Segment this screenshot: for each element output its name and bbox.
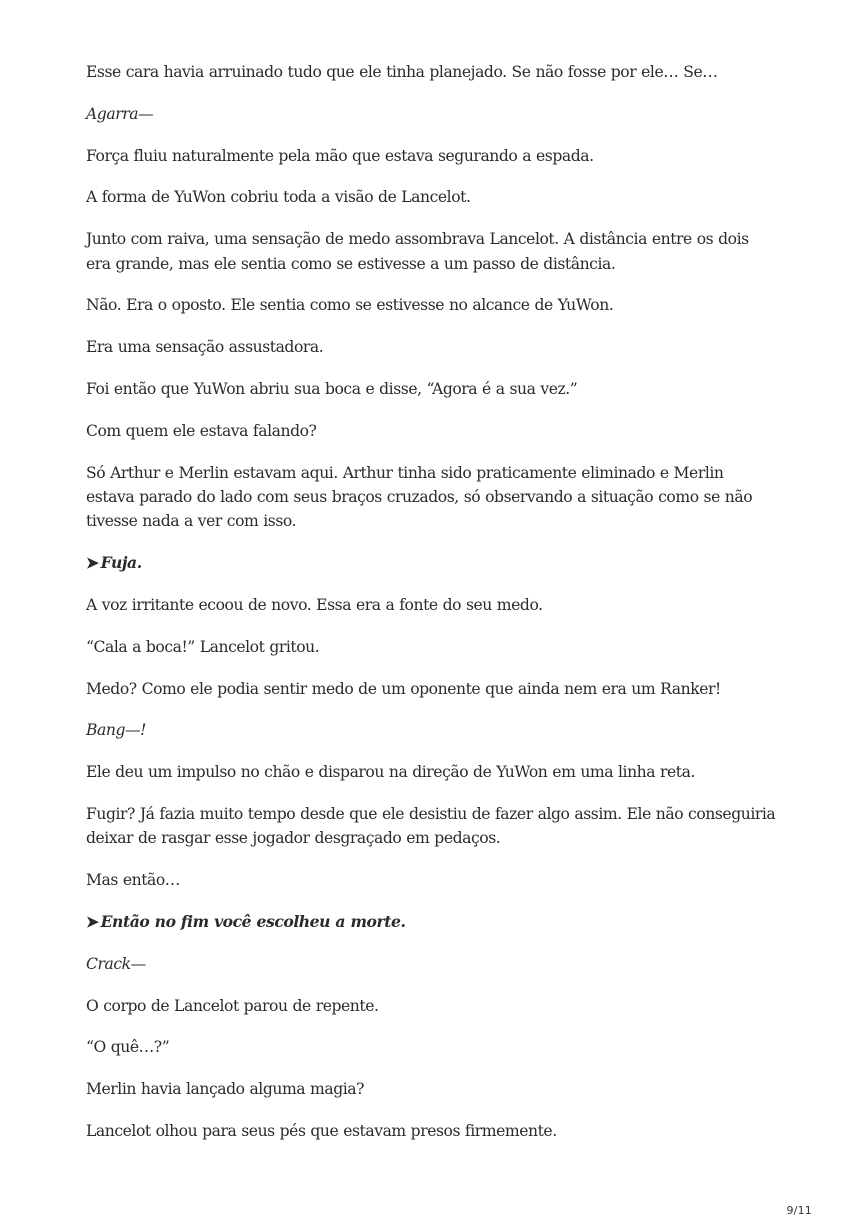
paragraph: O corpo de Lancelot parou de repente.	[86, 996, 379, 1015]
sound-effect-line: Agarra—	[86, 104, 154, 123]
document-page	[86, 60, 776, 1161]
paragraph: A voz irritante ecoou de novo. Essa era a fonte do seu medo.	[86, 595, 543, 614]
arrow-icon: ➤	[86, 553, 99, 573]
paragraph: Junto com raiva, uma sensação de medo assombrava Lancelot. A distância entre os dois era grande, mas ele sentia como se estivesse a um passo de distância.	[86, 230, 749, 273]
paragraph: Foi então que YuWon abriu sua boca e disse, “Agora é a sua vez.”	[86, 379, 578, 398]
page-number: 9/11	[786, 1204, 812, 1217]
paragraph: “O quê…?”	[86, 1038, 170, 1057]
system-message-line	[86, 551, 776, 575]
paragraph: Esse cara havia arruinado tudo que ele tinha planejado. Se não fosse por ele… Se…	[86, 63, 718, 81]
paragraph: Fugir? Já fazia muito tempo desde que ele desistiu de fazer algo assim. Ele não conseguiria deixar de rasgar esse jogador desgraçado em pedaços.	[86, 804, 776, 848]
paragraph: Era uma sensação assustadora.	[86, 338, 324, 357]
paragraph: Não. Era o oposto. Ele sentia como se estivesse no alcance de YuWon.	[86, 296, 614, 315]
arrow-icon: ➤	[86, 911, 99, 931]
sound-effect-line: Crack—	[86, 954, 146, 973]
paragraph: Com quem ele estava falando?	[86, 421, 317, 440]
system-message-line	[86, 910, 776, 934]
paragraph: Só Arthur e Merlin estavam aqui. Arthur tinha sido praticamente eliminado e Merlin estava parado do lado com seus braços cruzados, só observando a situação como se não tivesse nada a ver com isso.	[86, 463, 753, 531]
paragraph: Medo? Como ele podia sentir medo de um oponente que ainda nem era um Ranker!	[86, 679, 721, 698]
system-message-text: Então no fim você escolheu a morte.	[100, 911, 406, 931]
paragraph: Lancelot olhou para seus pés que estavam presos firmemente.	[86, 1121, 557, 1140]
paragraph: Merlin havia lançado alguma magia?	[86, 1080, 365, 1099]
system-message-text: Fuja.	[100, 553, 142, 573]
paragraph: A forma de YuWon cobriu toda a visão de Lancelot.	[86, 188, 471, 207]
paragraph: Mas então…	[86, 871, 180, 890]
sound-effect-line: Bang—!	[86, 721, 146, 740]
paragraph: “Cala a boca!” Lancelot gritou.	[86, 637, 320, 656]
paragraph: Ele deu um impulso no chão e disparou na direção de YuWon em uma linha reta.	[86, 763, 695, 782]
paragraph: Força fluiu naturalmente pela mão que estava segurando a espada.	[86, 146, 594, 165]
